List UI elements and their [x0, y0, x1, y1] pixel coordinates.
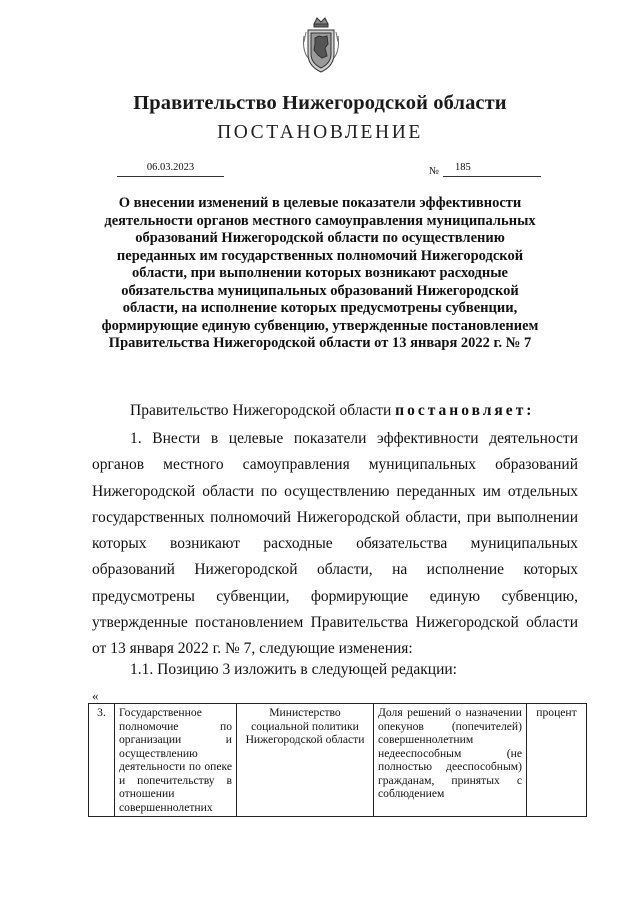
cell-unit: процент	[527, 704, 587, 817]
preamble-lead: Правительство Нижегородской области	[130, 402, 392, 419]
document-number: 185	[455, 162, 471, 173]
document-date: 06.03.2023	[117, 160, 224, 177]
position-table	[88, 703, 587, 817]
cell-ministry: Министерство социальной политики Нижегородской области	[237, 704, 374, 817]
preamble	[130, 402, 534, 420]
document-heading: О внесении изменений в целевые показатели эффективности деятельности органов местного самоуправления муниципальных образований Нижегородской области по осуществлению переданных им государственных полномочий Нижегородской области, при выполнении которых возникают расходные обязательства муниципальных образований Нижегородской области, на исполнение которых предусмотрены субвенции, формирующие единую субвенцию, утвержденные постановлением Правительства Нижегородской области от 13 января 2022 г. № 7	[101, 195, 539, 351]
preamble-action: постановляет:	[395, 402, 535, 419]
cell-authority: Государственное полномочие по организации и осуществлению деятельности по опеке и попечительству в отношении совершеннолетних	[115, 704, 237, 817]
cell-indicator: Доля решений о назначении опекунов (попечителей) совершеннолетним недееспособным (не полностью дееспособным) гражданам, принятых с соблюдением	[374, 704, 527, 817]
coat-of-arms-icon	[302, 14, 340, 76]
document-number-field	[443, 160, 541, 177]
document-type: ПОСТАНОВЛЕНИЕ	[217, 122, 423, 143]
government-title: Правительство Нижегородской области	[133, 92, 507, 114]
paragraph-1-1: 1.1. Позицию 3 изложить в следующей редакции:	[130, 661, 457, 678]
opening-quote: «	[92, 688, 99, 703]
table-row	[89, 704, 587, 817]
cell-number: 3.	[89, 704, 115, 817]
number-sign: №	[429, 166, 440, 177]
paragraph-1: 1. Внести в целевые показатели эффективности деятельности органов местного самоуправления муниципальных образований Нижегородской области по осуществлению переданных им отдельных государственных полномочий Нижегородской области, при выполнении которых возникают расходные обязательства муниципальных образований Нижегородской области, на исполнение которых предусмотрены субвенции, формирующие единую субвенцию, утвержденные постановлением Правительства Нижегородской области от 13 января 2022 г. № 7, следующие изменения:	[92, 430, 578, 658]
